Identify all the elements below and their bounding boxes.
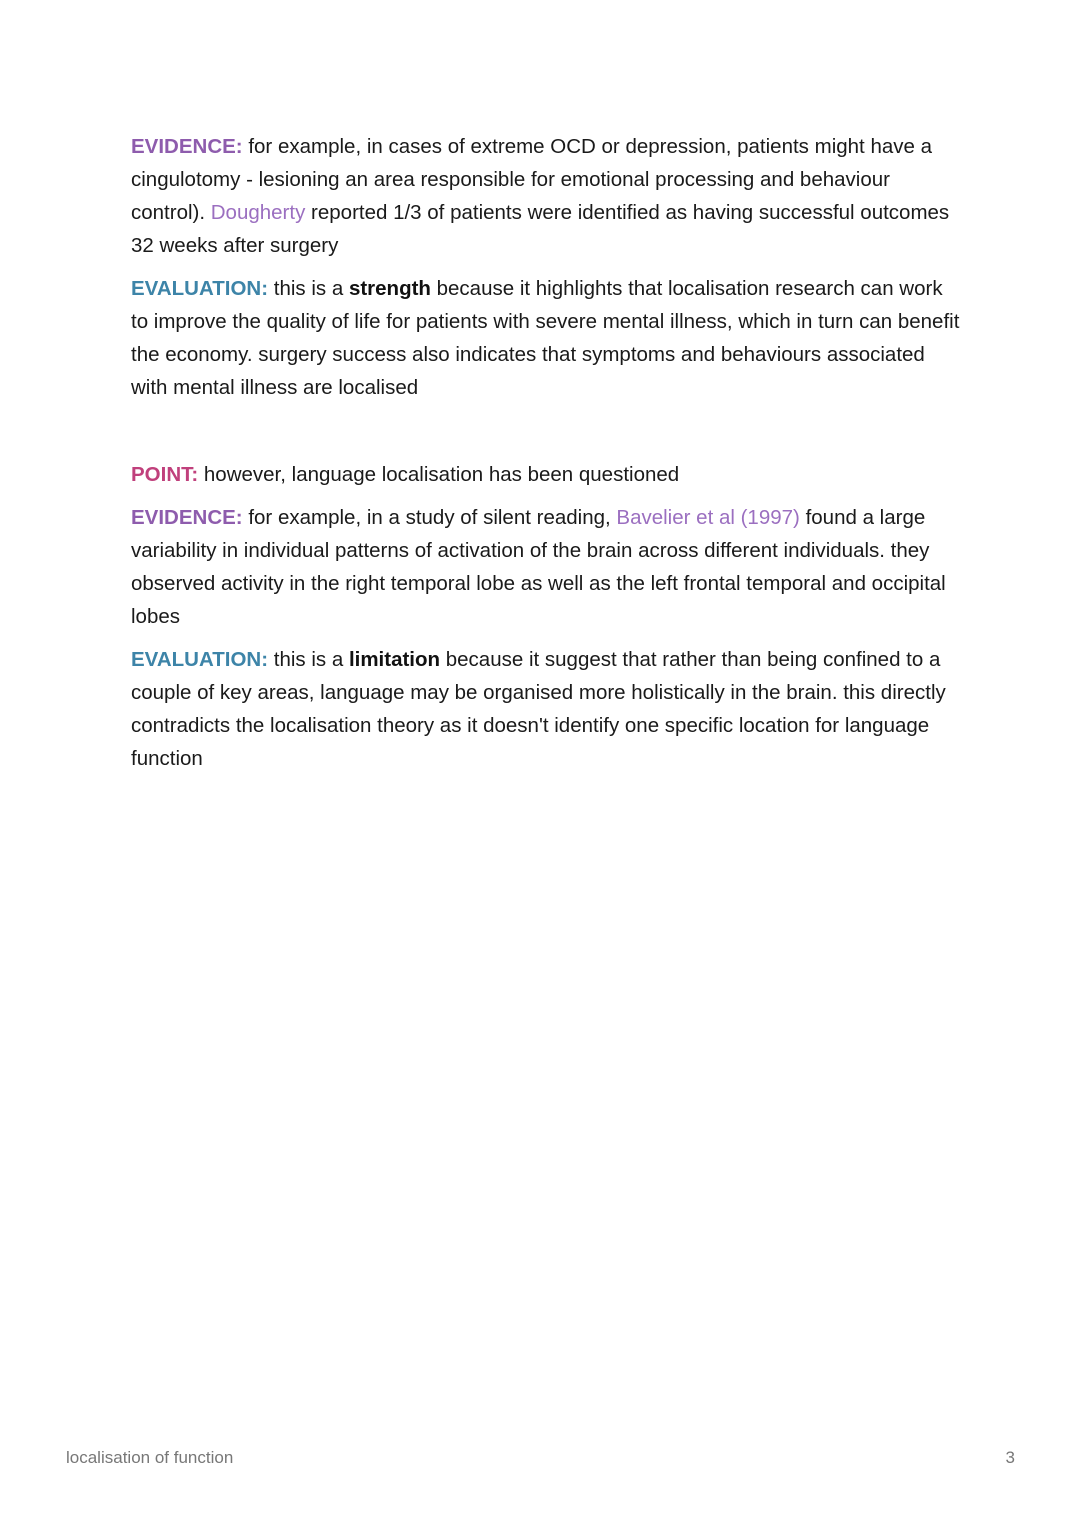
citation-reference: Dougherty bbox=[210, 201, 306, 224]
section-spacer bbox=[131, 414, 961, 458]
evidence-label: EVIDENCE: bbox=[131, 135, 243, 158]
evaluation-keyword: strength bbox=[348, 277, 431, 300]
evaluation-label: EVALUATION: bbox=[131, 648, 269, 671]
evaluation-label: EVALUATION: bbox=[131, 277, 269, 300]
evaluation-keyword: limitation bbox=[348, 648, 441, 671]
evaluation-text: because it highlights that localisation research can work to improve the quality of life for patients with severe mental illness, which in turn can benefit the economy. surgery success also indicates that symptoms and behaviours associated with mental illness are localised bbox=[131, 277, 960, 399]
evaluation-paragraph-2 bbox=[131, 643, 961, 775]
point-label: POINT: bbox=[131, 463, 199, 486]
evaluation-text: this is a bbox=[268, 277, 349, 300]
citation-reference: Bavelier et al (1997) bbox=[616, 506, 800, 529]
evidence-text: for example, in a study of silent reading, bbox=[242, 506, 617, 529]
evaluation-paragraph-1 bbox=[131, 272, 961, 404]
evidence-text: found a large variability in individual patterns of activation of the brain across different individuals. they observed activity in the right temporal lobe as well as the left frontal temporal and occipital lobes bbox=[131, 506, 946, 628]
evidence-paragraph-1 bbox=[131, 130, 961, 262]
evidence-label: EVIDENCE: bbox=[131, 506, 243, 529]
page-number: 3 bbox=[1005, 1448, 1015, 1467]
point-paragraph bbox=[131, 458, 961, 491]
evidence-paragraph-2 bbox=[131, 501, 961, 633]
point-text: however, language localisation has been questioned bbox=[198, 463, 680, 486]
page-content bbox=[131, 130, 961, 785]
footer-title: localisation of function bbox=[66, 1448, 234, 1467]
evaluation-text: this is a bbox=[268, 648, 349, 671]
evaluation-text: because it suggest that rather than being confined to a couple of key areas, language may be organised more holistically in the brain. this directly contradicts the localisation theory as it doesn't identify one specific location for language function bbox=[131, 648, 946, 770]
evidence-text: for example, in cases of extreme OCD or depression, patients might have a cingulotomy - lesioning an area responsible for emotional processing and behaviour control). bbox=[131, 135, 932, 224]
evidence-text: reported 1/3 of patients were identified as having successful outcomes 32 weeks after surgery bbox=[131, 201, 950, 257]
